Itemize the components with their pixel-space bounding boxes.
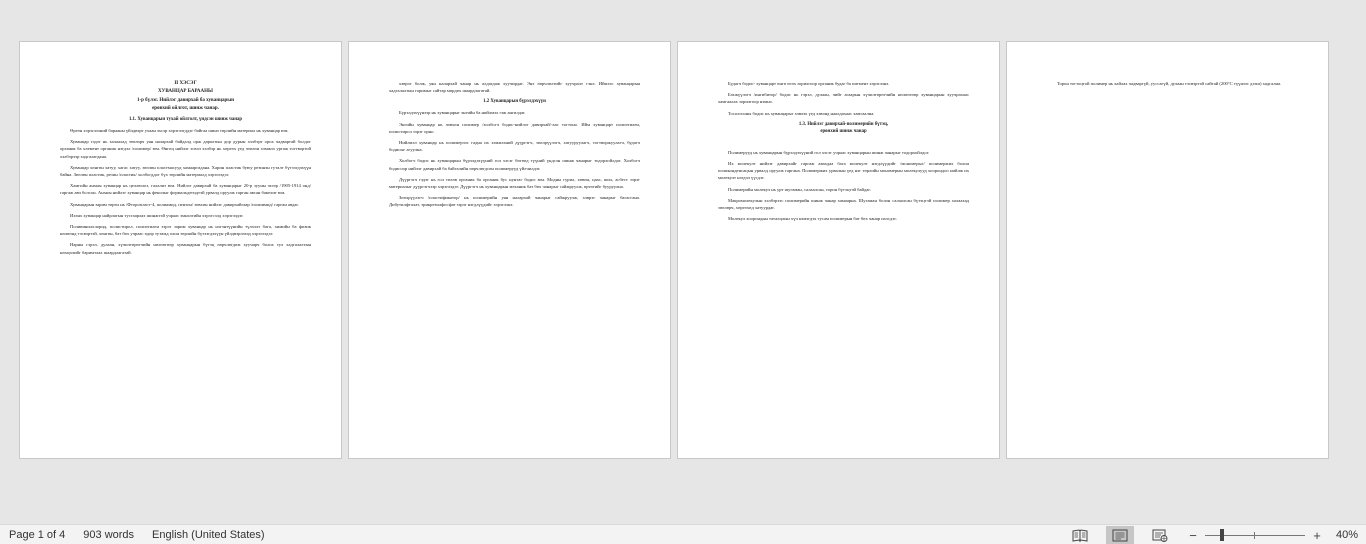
paragraph: Дүүргэгч гэдэг нь гол төлөв органик ба органик бус нунтаг бодис юм. Модны гурил, хөвөн, цаас, шил, асбест зэрэг материалыг дүүргэгчээр хэрэглэдэг. Дүүргэгч нь хуванцарын механик бат бөх чанарыг сайжруулж, өртөгийг бууруулна. (389, 176, 640, 190)
read-mode-icon (1072, 529, 1088, 542)
document-page-3[interactable] (677, 41, 1000, 459)
paragraph: Полимерийн молекул нь урт шугаман, салаалсан, торон бүтэцтэй байдаг. (728, 186, 871, 192)
section-title-line-2: ерөнхий ойлгот, шинж чанар. (152, 106, 219, 111)
paragraph: Бэхжүүлэгч /ингибитор/ бодис нь гэрэл, дулаан, чийг агаарын хүчилтөрөгчийн нөлөөгөөр хуванцарын хуучрахаас хамгаалах зорилгоор нэмнэ. (718, 92, 969, 105)
subsection-heading-line-1: 1.3. Нийлэг давирхай-полимерийн бүтэц, (798, 121, 889, 127)
subsection-heading: 1.2 Хуванцарын бүрэлдэхүүн (483, 99, 546, 105)
paragraph: Хуванцар гэдэг нь халаахад зөөлөрч уян налархай байдалд орж даралтын дор дурын хэлбэрт орох чадвартай болдог органик ба хлемент органик нэгдэл /полимер/ юм. Өнгөц нийлэг эсвэл хэлбэр нь хөргөх үед зөөлөн хэмжээ ургаж тогтвортой хэлбэрээр хадгалагдана. (60, 139, 311, 159)
web-layout-icon (1152, 529, 1168, 542)
section-title-line-1: 1-р бүлэг. Нийлэг давирхай ба хуванцарын (136, 98, 235, 103)
paragraph: Поливинилхлорид, полистирол, полиэтилен зэрэг зарим хуванцар нь нэгэнтүүнийн түлхэлт бага, химийн ба физик нөлөөнд тэсвэртэй, хөнгөн, бат бөх учраас өдөр тутамд олон төрлийн бүтээгдэхүүн үйлдвэрлэхэд хэрэглэдэг. (60, 224, 311, 237)
paragraph: Торон тогтоцтой полимер нь хайлах чадваргүй, ууссагүй, дулаан тэсвэртэй сайтай (200°С түүнээс дээш) хадгална. (1057, 81, 1282, 86)
web-layout-button[interactable] (1146, 526, 1174, 544)
part-title: ХУВАНЦАР БАРААНЫ (158, 89, 213, 94)
paragraph: Холбогч бодис нь хуванцарын бүрэлдэхүүний гол хэсэг бөгөөд түүний үндсэн шинж чанарыг тодорхойлдог. Холбогч бодисоор нийлэг давирхай ба байгалийн өөрчлөгдсөн полимерууд үйлчилдэг. (389, 158, 640, 171)
paragraph: Хуванцарын зарим төрөл нь /Фторопласт-4, полиамид, пентон/ зөвхөн нийлэг давирхайгаар /полиимид/ гарган авдаг. (70, 201, 299, 207)
paragraph: Полимерууд нь хуванцарын бүрэлдэхүүний гол хэсэг учраас хуванцарын шинж чанарыг тодорхойлдог. (728, 149, 930, 155)
paragraph: Зөөлрүүлэгч /пластификатор/ нь полимерийн уян налархай чанарыг сайжруулж, хэврэг чанарыг багасгана. Дибутилфталат, трикрезилфосфат зэрэг нэгдлүүдийг хэрэглэнэ. (389, 195, 640, 208)
zoom-slider-thumb[interactable] (1220, 529, 1224, 541)
paragraph: Макромолекулын хэлбэрээс полимерийн шинж чанар хамаарна. Шугаман болон салаалсан бүтэцтэй полимер халаахад зөөлөрч, хөргөхөд хатуурдаг. (718, 197, 969, 211)
zoom-slider[interactable] (1205, 528, 1305, 542)
paragraph: Ихэнх хуванцар найрлагын тусгаарлах шинжтэй учраас эмнэлгийн хэрэгсэлд хэрэглэдэг. (70, 212, 244, 218)
paragraph: Молекул хоорондын таталцлын хүч нэмэгдэх тусам полимерын бат бөх чанар ихэсдэг. (728, 216, 897, 222)
paragraph: Нарны гэрэл, дулаан, хүчилтөрөгчийн нөлөөгөөр хуванцарын бүтэц өөрчлөгдөж хуучирч болох тул хадгалалтын нөхцөлийг баримтлах шаардлагатай. (60, 242, 311, 255)
status-bar (0, 524, 1366, 544)
paragraph: Тосолгооны бодис нь хуванцарыг хэвлэх үед хэвэнд наалдахаас хамгаална. (728, 110, 875, 116)
subsection-heading-line-2: ерөнхий шинж чанар (820, 128, 867, 134)
paragraph: Энгийн хуванцар нь зөвхөн полимер /холбогч бодис-нийлэг давирхай/-аас тогтоно. Ийм хуванцарт полиэтилен, полистирол зэрэг орно. (389, 121, 640, 134)
language-indicator[interactable]: English (United States) (152, 528, 265, 541)
read-mode-button[interactable] (1066, 526, 1094, 544)
chapter-heading: II ХЭСЭГ (174, 81, 197, 86)
paragraph: Өргөн хэрэглээний барааны үйлдвэрт ухаан эхсэр хэрэглэгддэг байгаа шинэ төрлийн материал нь хуванцар юм. (70, 128, 289, 133)
document-page-4[interactable] (1006, 41, 1329, 459)
view-and-zoom-controls (1066, 525, 1366, 544)
paragraph: Хамгийн анхны хуванцар нь целлюлоз, галалит юм. Нийлэг давирхай ба хуванцарыг 20-р зууны эхээр /1905-1914 онд/ гаргаж авч болсон. Анхны нийлэг хуванцар нь фенолыг формальдегидтэй урвалд оруулж гарган авсан бакелит юм. (60, 183, 311, 196)
subsection-heading: 1.1. Хуванцарын тухай ойлголт, үндсэн шинж чанар (128, 117, 243, 122)
paragraph: хэврэг болж, уян налархай чанар нь алдагдаж хуучирдаг. Энэ өөрчлөлтийг хуучралт гэнэ. Иймээс хуванцарын хадгалалтын горимыг сайтар мөрдөх шаардлагатай. (389, 81, 640, 94)
paragraph: Их молекулт нийлэг давирхайг гаргаж авахдаа бага молекулт нэгдлүүдийг /мономерыг/ полимержих болон поликонденсацын урвалд оруулж гаргана. Полимержих урвалын үед нэг төрлийн мономерын молекулууд хоорондоо нийлж их молекулт нэгдэл үүсдэг. (718, 161, 969, 181)
zoom-out-button[interactable]: − (1189, 527, 1197, 543)
paragraph: Хуванцар хөнгөн хатуу, хагас хатуу, зөөлөн пластмасууд хамааргадана. Харин пластик буюу резинэн гуталт бүтээгдэхүүн байна. Зөөлөн пластик, резин /пластик/ холбогддог бүх төрлийн материалд хэрэглэдэг. (60, 164, 311, 178)
paragraph: Бүрэлдэхүүнээр нь хуванцарыг энгийн ба нийлмэл гэж ангилдаг. (399, 110, 526, 116)
paragraph: Будагч бодис- хуванцарт өнгө өгөх зорилгоор органик будаг ба пигмент хэрэглэнэ. (728, 81, 890, 86)
zoom-level[interactable]: 40% (1335, 529, 1358, 541)
paragraph: Нийлмэл хуванцар нь полимерээс гадна их хэмжээний дүүргэгч, зөөлрүүлэгч, хатууруулагч, тогтворжуулагч, будагч бодисыг агуулна. (389, 140, 640, 153)
document-page-1[interactable] (19, 41, 342, 459)
document-page-2[interactable] (348, 41, 671, 459)
print-layout-button[interactable] (1106, 526, 1134, 544)
word-count-indicator[interactable]: 903 words (83, 528, 135, 541)
print-layout-icon (1112, 529, 1128, 542)
page-count-indicator[interactable]: Page 1 of 4 (9, 528, 66, 541)
zoom-in-button[interactable]: + (1313, 527, 1321, 543)
